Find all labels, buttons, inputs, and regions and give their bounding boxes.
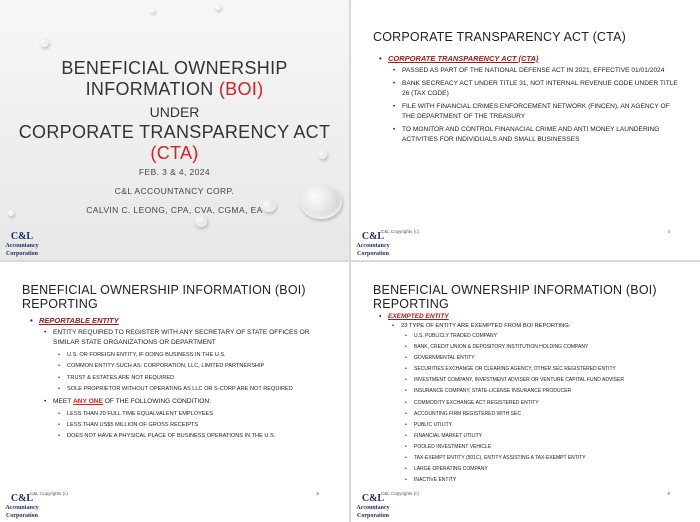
nested-list xyxy=(58,351,330,394)
list-item: • BANK, CREDIT UNION & DEPOSITORY INSTITUTION HOLDING COMPANY xyxy=(405,342,689,353)
list-item: • TO MONITOR AND CONTROL FINANACIAL CRIME AND ANTI MONEY LAUNDERING ACTIVITIES FOR INDIVIDUALS AND SMALL BUSINESSES xyxy=(393,125,679,145)
list-item-text: MEET xyxy=(53,397,74,405)
list-item: • POOLED INVESTMENT VEHICLE xyxy=(405,442,689,453)
presentation-date: FEB. 3 & 4, 2024 xyxy=(138,167,211,177)
sub-bullet-list xyxy=(393,66,679,145)
list-item: • COMMON ENTITY SUCH AS: CORPORATION, LLC, LIMITED PARTNERSHIP xyxy=(58,362,330,370)
sub-bullet-list xyxy=(392,321,689,486)
slide-title xyxy=(22,283,306,311)
title-line-1: BENEFICIAL OWNERSHIP INFORMATION (BOI) xyxy=(22,283,306,297)
title-line-3 xyxy=(10,122,339,164)
company-logo xyxy=(353,232,393,258)
list-item: • LARGE OPERATING COMPANY xyxy=(405,464,689,475)
logo-line-2: Corporation xyxy=(357,513,389,519)
list-item xyxy=(393,102,679,122)
logo-line-1: Accountancy xyxy=(5,505,39,511)
slide-title: CORPORATE TRANSPARENCY ACT (CTA) xyxy=(373,30,626,44)
list-item: • DOES NOT HAVE A PHYSICAL PLACE OF BUSINESS OPERATIONS IN THE U.S. xyxy=(58,432,330,440)
slide-title xyxy=(10,58,339,100)
list-item: • ACCOUNTING FIRM REGISTERED WITH SEC xyxy=(405,409,689,420)
water-drop xyxy=(195,215,207,227)
copyright-footer: C&L Copyrights (c) xyxy=(381,491,419,496)
highlight-text: ANY ONE xyxy=(73,397,103,405)
list-heading: • EXEMPTED ENTITY xyxy=(379,313,689,320)
title-text: INFORMATION xyxy=(85,79,219,99)
bullet-list xyxy=(379,313,689,486)
logo-mark: C&L xyxy=(361,231,385,242)
list-item: • LESS THAN 20 FULL TIME EQUALVALENT EMPLOYEES xyxy=(58,410,330,418)
presenter-name: CALVIN C. LEONG, CPA, CVA, CGMA, EA xyxy=(86,205,263,215)
list-item: • INSURANCE COMPANY, STATE-LICENSE INSURANCE PRODUCER xyxy=(405,386,689,397)
list-heading: • CORPORATE TRANSPARENCY ACT (CTA) xyxy=(379,54,679,63)
list-item: • COMMODITY EXCHANGE ACT REGISTERED ENTITY xyxy=(405,398,689,409)
logo-line-2: Corporation xyxy=(357,251,389,257)
page-number: 6 xyxy=(667,491,670,496)
logo-line-2: Corporation xyxy=(6,513,38,519)
list-item-text: FILE WITH FINANCIAL CRIMES ENFORCEMENT NETWORK (FINCEN), AN AGENCY OF THE DEPARTMENT OF THE TREASURY xyxy=(402,103,670,120)
nested-list xyxy=(405,331,689,486)
bullet-list xyxy=(379,54,679,145)
logo-mark: C&L xyxy=(361,493,385,504)
water-drop xyxy=(150,8,155,13)
sub-bullet-list xyxy=(44,328,330,441)
logo-mark: C&L xyxy=(10,231,34,242)
list-item-text: OF THE FOLLOWING CONDITION: xyxy=(102,397,211,405)
list-item: • GOVERNMENTAL ENTITY xyxy=(405,353,689,364)
logo-line-1: Accountancy xyxy=(356,243,390,249)
logo-line-1: Accountancy xyxy=(356,505,390,511)
slide-title xyxy=(373,283,657,311)
slide-reportable-entity[interactable] xyxy=(0,262,349,522)
list-item: • FINANCIAL MARKET UTILITY xyxy=(405,431,689,442)
list-item: • PUBLIC UTILITY xyxy=(405,420,689,431)
list-item: • SECURITIES EXCHANGE OR CLEARING AGENCY, OTHER SEC REGISTERED ENTITY xyxy=(405,364,689,375)
title-line-2 xyxy=(10,79,339,100)
list-item: • ENTITY REQUIRED TO REGISTER WITH ANY SECRETARY OF STATE OFFICES OR SIMILAR STATE ORGANIZATIONS OR DEPARTMENT xyxy=(44,328,330,348)
list-item: • INACTIVE ENTITY xyxy=(405,475,689,486)
list-item: • INVESTMENT COMPANY, INVESTMENT ADVISER OR VENTURE CAPITAL FUND ADVISER xyxy=(405,375,689,386)
title-acronym: (BOI) xyxy=(218,79,264,99)
list-item: • PASSED AS PART OF THE NATIONAL DEFENSE ACT IN 2021, EFFECTIVE 01/01/2024 xyxy=(393,66,679,76)
title-acronym: (CTA) xyxy=(150,143,199,163)
page-number: 4 xyxy=(667,229,670,234)
company-logo xyxy=(2,494,42,520)
copyright-footer: C&L Copyrights (c) xyxy=(30,491,68,496)
title-text: CORPORATE TRANSPARENCY ACT xyxy=(18,122,331,142)
title-under: UNDER xyxy=(149,104,200,120)
list-heading: • REPORTABLE ENTITY xyxy=(30,316,330,325)
page-number: 5 xyxy=(316,491,319,496)
title-line-1: BENEFICIAL OWNERSHIP xyxy=(61,58,288,78)
title-line-1: BENEFICIAL OWNERSHIP INFORMATION (BOI) xyxy=(373,283,657,297)
list-item: • LESS THAN US$5 MILLION OF GROSS RECEIPTS xyxy=(58,421,330,429)
logo-line-1: Accountancy xyxy=(5,243,39,249)
title-line-2: REPORTING xyxy=(373,297,449,311)
slide-cta-overview[interactable] xyxy=(351,0,700,260)
slide-exempted-entity[interactable] xyxy=(351,262,700,522)
logo-line-2: Corporation xyxy=(6,251,38,257)
exempt-entity-list xyxy=(405,331,689,486)
bullet-list xyxy=(30,316,330,441)
list-item: • SOLE PROPRIETOR WITHOUT OPERATING AS LLC OR S-CORP ARE NOT REQUIRED xyxy=(58,385,330,393)
title-line-2: REPORTING xyxy=(22,297,98,311)
water-drop xyxy=(40,38,49,47)
list-item: • TRUST & ESTATES ARE NOT REQUIRED xyxy=(58,374,330,382)
nested-list xyxy=(58,410,330,441)
list-item: • BANK SECREACY ACT UNDER TITLE 31, NOT INTERNAL REVENUE CODE UNDER TITLE 26 (TAX CODE) xyxy=(393,79,679,99)
firm-name: C&L ACCOUNTANCY CORP. xyxy=(114,186,235,196)
water-drop xyxy=(215,4,221,10)
title-slide[interactable] xyxy=(0,0,349,260)
list-item: • TAX-EXEMPT ENTITY (501C), ENTITY ASSISTING A TAX-EXEMPT ENTITY xyxy=(405,453,689,464)
company-logo xyxy=(2,232,42,258)
company-logo xyxy=(353,494,393,520)
list-item: • U.S. OR FOREIGN ENTITY, IF DOING BUSINESS IN THE U.S. xyxy=(58,351,330,359)
list-item xyxy=(44,397,330,407)
list-item: • U.S. PUBLICLY TRADED COMPANY xyxy=(405,331,689,342)
logo-mark: C&L xyxy=(10,493,34,504)
copyright-footer: C&L Copyrights (c) xyxy=(381,229,419,234)
list-item: • 23 TYPE OF ENTITY ARE EXEMPTED FROM BOI REPORTING: xyxy=(392,321,689,331)
